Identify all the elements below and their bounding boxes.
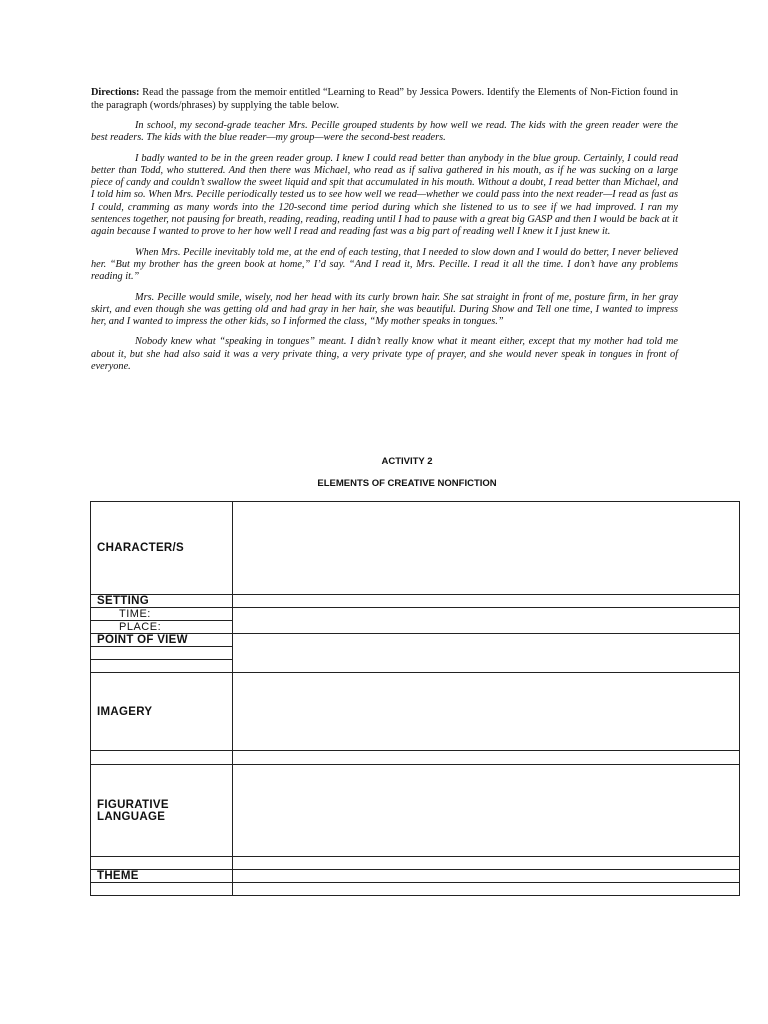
imagery-answer-cell[interactable]: [233, 673, 740, 751]
elements-table: [90, 501, 740, 896]
figurative-language-label: [91, 765, 233, 857]
point-of-view-label: POINT OF VIEW: [91, 634, 233, 647]
passage-paragraph-5: Nobody knew what “speaking in tongues” meant. I didn’t really know what it meant either, except that my mother had told me about it, but she had also said it was a very private thing, a very private type of prayer, and she would never speak in tongues in front of everyone.: [91, 336, 678, 373]
passage-paragraph-4: Mrs. Pecille would smile, wisely, nod her head with its curly brown hair. She sat straight in front of me, posture firm, in her gray skirt, and even though she was getting old and had gray in her hair, she was beautiful. During Show and Tell one time, I wanted to impress her, and I wanted to impress the other kids, so I informed the class, “My mother speaks in tongues.”: [91, 291, 678, 328]
imagery-label: IMAGERY: [91, 673, 233, 751]
setting-label: SETTING: [91, 595, 233, 608]
table-title: ELEMENTS OF CREATIVE NONFICTION: [317, 478, 497, 489]
place-label: PLACE:: [91, 621, 233, 634]
setting-answer-cell[interactable]: [233, 595, 740, 608]
point-of-view-extra-cell-1: [91, 647, 233, 660]
passage-paragraph-1: In school, my second-grade teacher Mrs. Pecille grouped students by how well we read. The kids with the green reader were the best readers. The kids with the blue reader—my group—were the second-best readers.: [91, 120, 678, 144]
figurative-language-answer-cell[interactable]: [233, 765, 740, 857]
passage-paragraph-3: When Mrs. Pecille inevitably told me, at the end of each testing, that I needed to slow down and I would do better, I never believed her. “But my brother has the green book at home,” I’d say. “And I read it, Mrs. Pecille. I read it all the time. I don’t have any problems reading it.”: [91, 246, 678, 283]
time-place-answer-cell[interactable]: [233, 608, 740, 634]
time-label: TIME:: [91, 608, 233, 621]
figurative-label-line-2: LANGUAGE: [97, 810, 166, 823]
figurative-extra-answer-cell[interactable]: [233, 857, 740, 870]
point-of-view-answer-cell[interactable]: [233, 634, 740, 673]
activity-title: ACTIVITY 2: [381, 456, 433, 467]
directions: [91, 86, 678, 112]
imagery-extra-cell: [91, 751, 233, 765]
theme-extra-answer-cell[interactable]: [233, 883, 740, 896]
figurative-extra-cell: [91, 857, 233, 870]
character-label: CHARACTER/S: [91, 502, 233, 595]
passage-paragraph-2: I badly wanted to be in the green reader group. I knew I could read better than anybody in the blue group. Certainly, I could read better than Todd, who stuttered. And then there was Michael, who read as if saliva gathered in his mouth, as if he was sucking on a large piece of candy and couldn’t swallow the sweet liquid and spit that accumulated in his mouth. Without a doubt, I read better than Michael, and I told him so. When Mrs. Pecille periodically tested us to see how well we read—whether we could pass into the next reader—I read as fast as I could, cramming as many words into the 120-second time period during which she listened to us to see if we had improved. I ran my sentences together, not pausing for breath, reading, reading, reading until I had to pause with a great big GASP and then I would be back at it again because I wanted to prove to her how well I read and reading fast was a big part of reading well I knew it I just knew it.: [91, 152, 678, 238]
character-answer-cell[interactable]: [233, 502, 740, 595]
directions-text: Read the passage from the memoir entitled “Learning to Read” by Jessica Powers. Identify the Elements of Non-Fiction found in the paragraph (words/phrases) by supplying the table below.: [91, 87, 678, 111]
directions-label: Directions:: [91, 87, 140, 98]
figurative-label-line-1: FIGURATIVE: [97, 798, 169, 811]
point-of-view-extra-cell-2: [91, 660, 233, 673]
theme-label: THEME: [91, 870, 233, 883]
worksheet-text: [91, 86, 678, 381]
theme-extra-cell: [91, 883, 233, 896]
imagery-extra-answer-cell[interactable]: [233, 751, 740, 765]
theme-answer-cell[interactable]: [233, 870, 740, 883]
